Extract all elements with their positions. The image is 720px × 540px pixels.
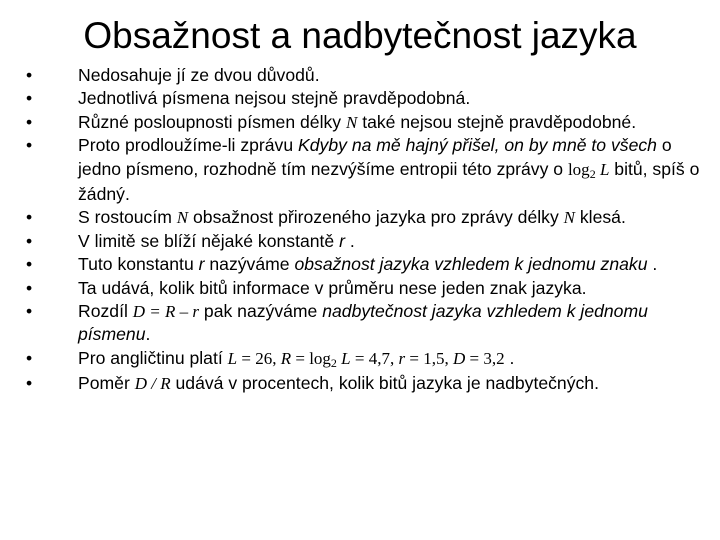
bullet-list [26,64,706,396]
bullet-6 [26,230,706,253]
formula-ratio: D / R [134,374,171,394]
term-nadbytecnost: nadbytečnost jazyka vzhledem k jednomu písmenu [78,301,648,345]
math-value-l: = 26, [237,348,281,368]
math-var-n: N [563,208,575,228]
example-sentence: Kdyby na mě hajný přišel, on by mně to všech [298,135,657,156]
bullet-2-text: Jednotlivá písmena nejsou stejně pravděpodobná. [78,88,471,109]
bullet-10 [26,347,706,372]
bullet-3-text: Různé posloupnosti písmen délky [78,111,346,132]
math-log: log [309,348,331,368]
bullet-4-text: Proto prodloužíme-li zprávu [78,135,299,156]
bullet-3-text-end: také nejsou stejně pravděpodobné. [357,111,637,132]
math-value-r: = 1,5, [405,348,453,368]
math-var-l: L [227,348,238,368]
bullet-10-text: Pro angličtinu platí [78,347,228,368]
math-value-r-upper: = 4,7, [350,348,399,368]
math-var-d: D [452,348,466,368]
bullet-7-text: Tuto konstantu [78,254,199,275]
bullet-7-text-mid: nazýváme [204,254,295,275]
bullet-7-text-end: . [647,254,658,275]
bullet-9-text-end: . [145,324,151,345]
math-var-l: L [336,348,351,368]
math-log-base: 2 [330,355,337,370]
math-var-l: L [595,159,610,179]
bullet-5 [26,206,706,229]
bullet-8 [26,277,706,300]
bullet-3 [26,111,706,134]
math-equals: = [291,348,310,368]
bullet-11-text-end: udává v procentech, kolik bitů jazyka je nadbytečných. [170,373,599,394]
bullet-4-text-end: bitů, spíš o žádný. [78,158,700,205]
slide-title: Obsažnost a nadbytečnost jazyka [83,15,637,56]
bullet-5-text-mid: obsažnost přirozeného jazyka pro zprávy délky [188,207,564,228]
math-var-n: N [176,208,189,228]
bullet-8-text: Ta udává, kolik bitů informace v průměru nese jeden znak jazyka. [78,277,587,298]
bullet-9 [26,300,706,347]
bullet-10-text-end: . [504,347,515,368]
bullet-6-text-end: . [344,230,355,251]
bullet-4 [26,134,706,206]
bullet-7 [26,253,706,276]
bullet-11-text: Poměr [78,373,135,394]
math-var-r: r [198,254,205,275]
bullet-2 [26,87,706,110]
math-var-r: r [339,230,345,251]
bullet-11 [26,372,706,395]
math-value-d: = 3,2 [465,348,505,368]
bullet-9-text: Rozdíl [78,301,133,322]
math-log-base: 2 [589,166,596,181]
math-var-r: r [398,348,406,368]
bullet-4-text-mid: o jedno písmeno, rozhodně tím nezvýšíme entropii této zprávy o [78,135,672,179]
bullet-9-text-mid: pak nazýváme [199,301,323,322]
bullet-5-text-end: klesá. [574,207,626,228]
math-var-n: N [345,112,358,132]
math-var-r-upper: R [280,348,292,368]
bullet-1-text: Nedosahuje jí ze dvou důvodů. [78,65,320,85]
math-log: log [567,159,590,179]
bullet-1 [26,64,706,87]
term-obsaznost: obsažnost jazyka vzhledem k jednomu znaku [294,254,648,275]
bullet-5-text: S rostoucím [78,207,177,228]
formula-redundancy: D = R – r [132,302,200,322]
bullet-6-text: V limitě se blíží nějaké konstantě [78,230,340,251]
